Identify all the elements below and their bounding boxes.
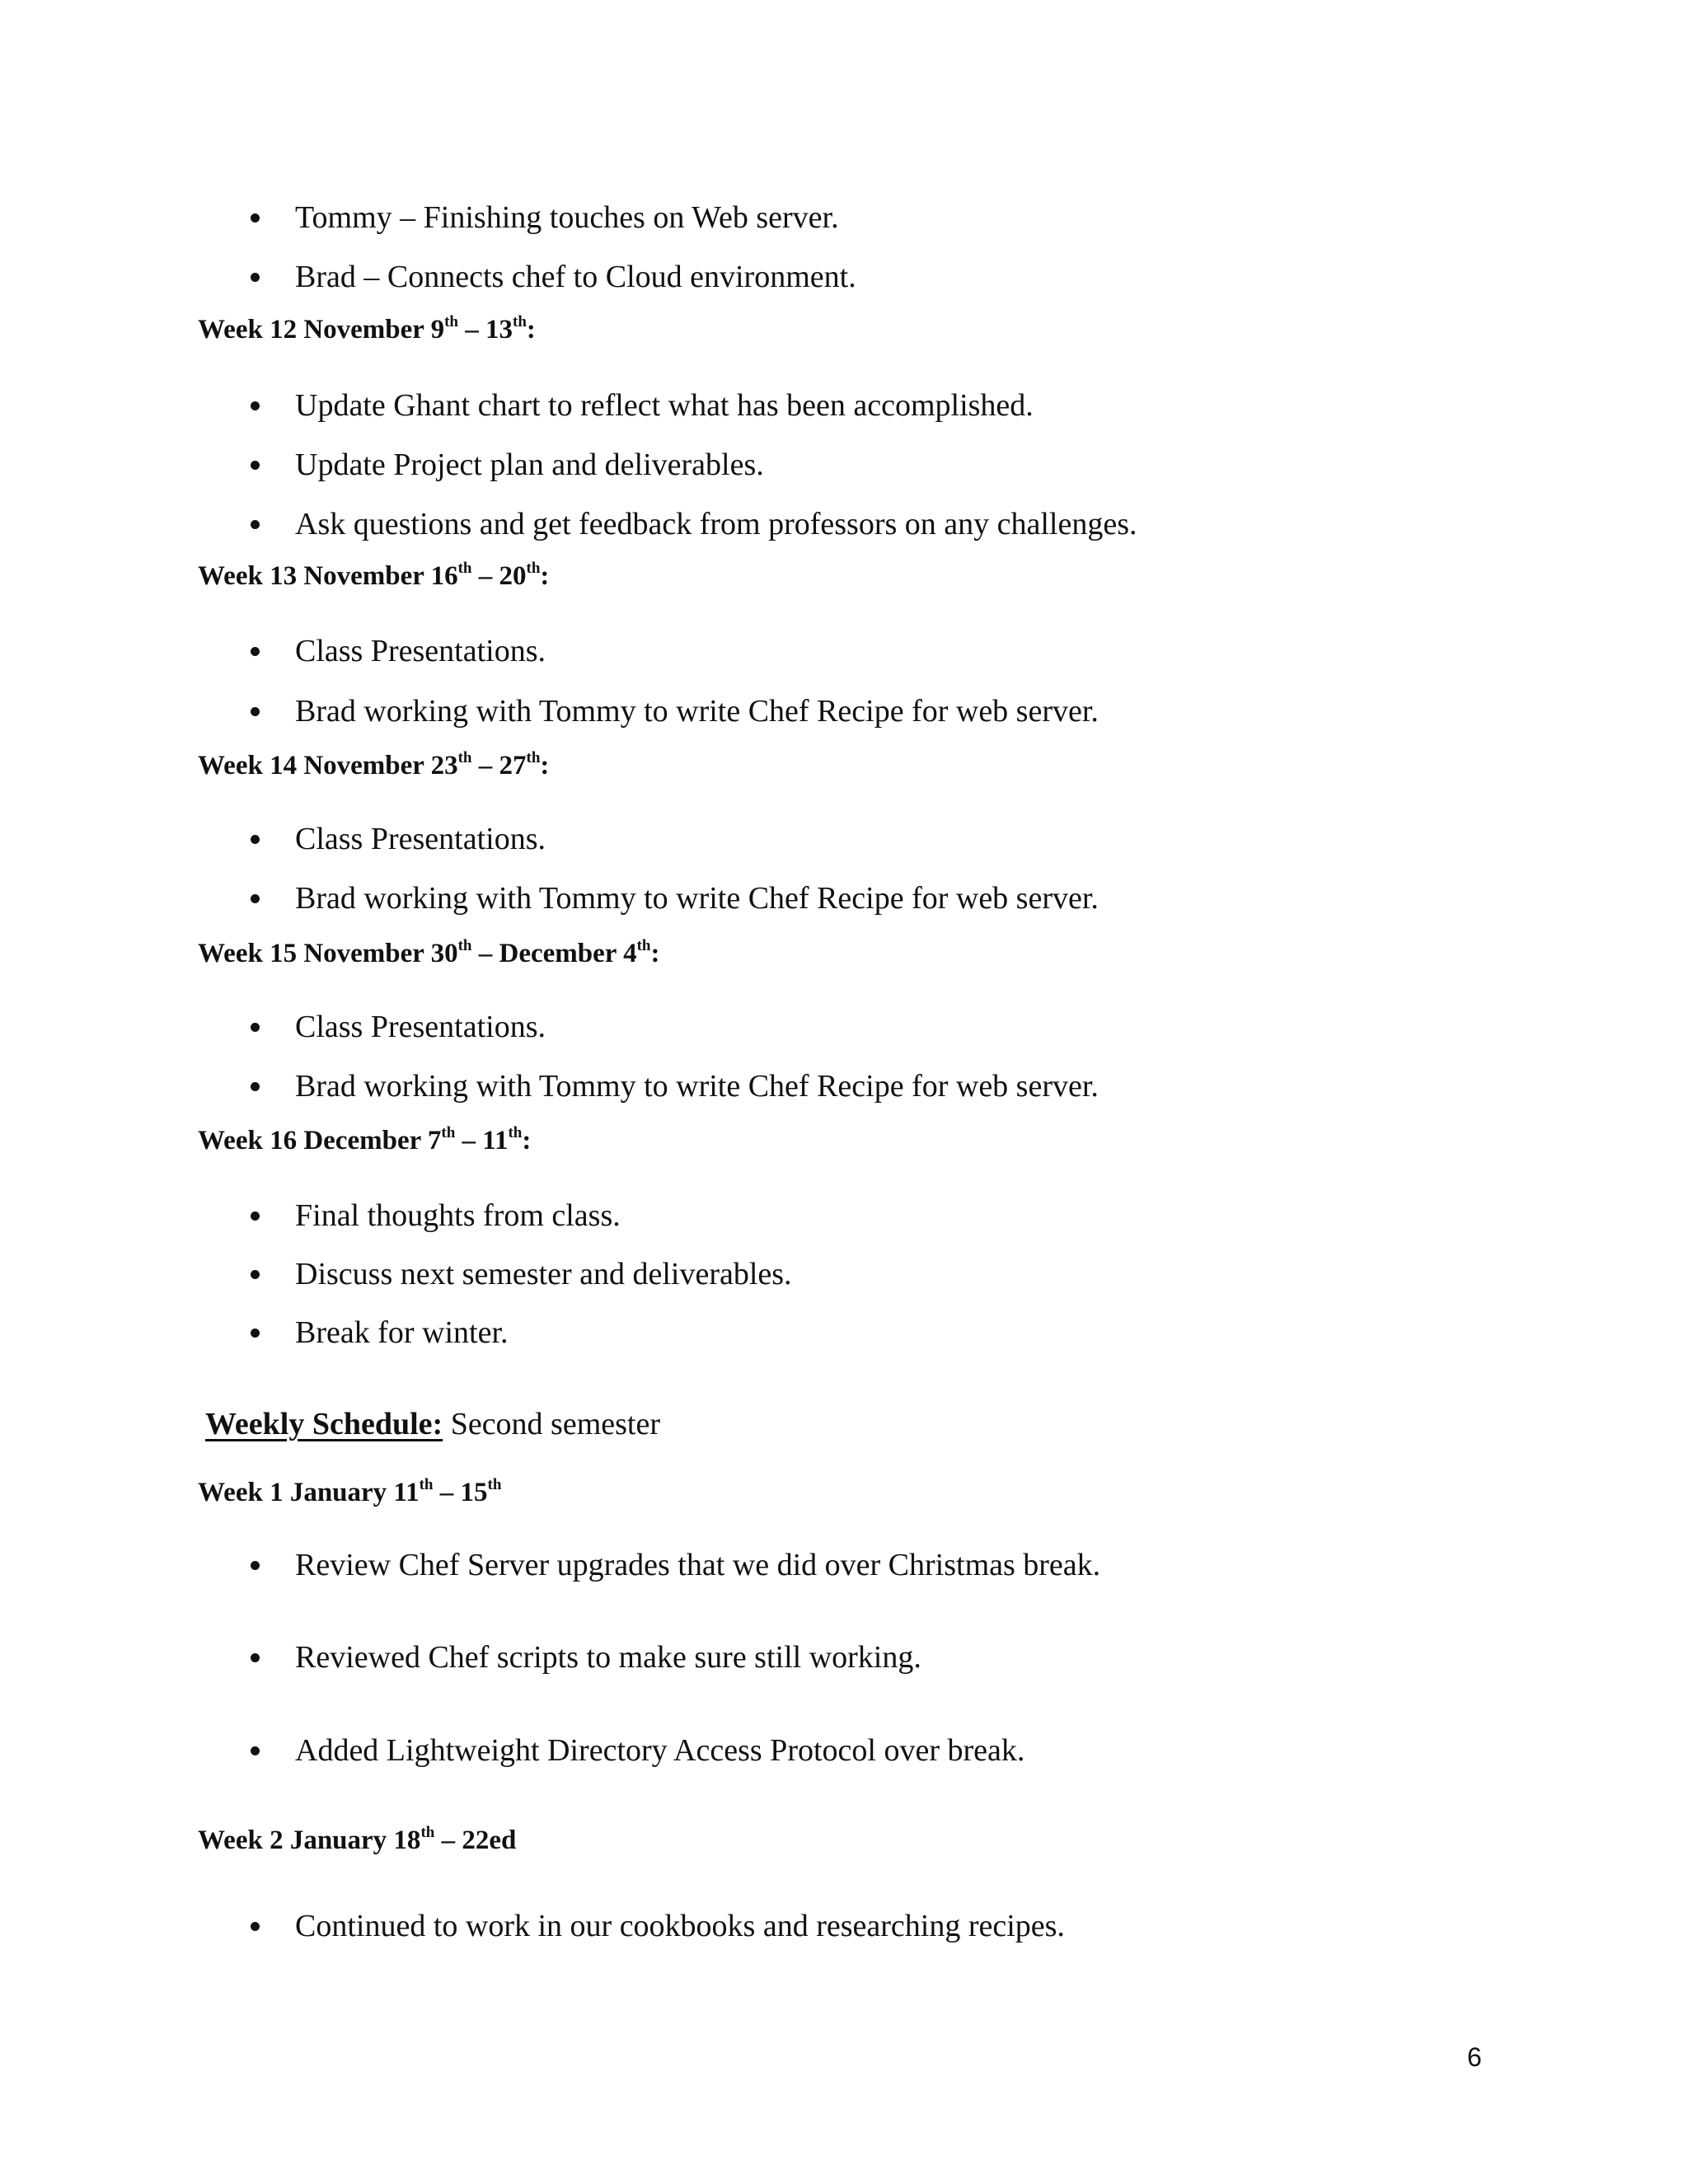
- list-item-text: Class Presentations.: [295, 822, 546, 856]
- bullet-icon: [251, 213, 260, 223]
- list-item-text: Reviewed Chef scripts to make sure still working.: [295, 1640, 921, 1675]
- list-item: [295, 1732, 1025, 1769]
- bullet-icon: [251, 461, 260, 470]
- list-item-text: Brad working with Tommy to write Chef Recipe for web server.: [295, 694, 1099, 729]
- list-item-text: Update Project plan and deliverables.: [295, 448, 764, 482]
- bullet-icon: [251, 1653, 260, 1662]
- list-item: [295, 1907, 1065, 1945]
- bullet-icon: [251, 1329, 260, 1338]
- page-number: 6: [1467, 2042, 1482, 2072]
- list-item-text: Tommy – Finishing touches on Web server.: [295, 200, 839, 235]
- list-item: [295, 1638, 921, 1676]
- bullet-icon: [251, 1023, 260, 1032]
- list-item-text: Review Chef Server upgrades that we did over Christmas break.: [295, 1548, 1101, 1582]
- bullet-icon: [251, 1270, 260, 1279]
- list-item: [295, 387, 1034, 424]
- schedule-heading: [205, 1405, 660, 1443]
- list-item: [295, 199, 839, 237]
- week-heading: Week 12 November 9th – 13th:: [198, 313, 536, 344]
- bullet-icon: [251, 647, 260, 656]
- bullet-icon: [251, 894, 260, 903]
- week-heading: Week 1 January 11th – 15th: [198, 1476, 502, 1507]
- bullet-icon: [251, 1561, 260, 1570]
- bullet-icon: [251, 835, 260, 844]
- bullet-icon: [251, 273, 260, 282]
- list-item-text: Break for winter.: [295, 1315, 509, 1350]
- bullet-icon: [251, 1922, 260, 1931]
- list-item: [295, 1067, 1099, 1105]
- week-heading: Week 16 December 7th – 11th:: [198, 1124, 532, 1155]
- bullet-icon: [251, 707, 260, 716]
- bullet-icon: [251, 1746, 260, 1755]
- list-item: [295, 1008, 546, 1046]
- list-item: [295, 258, 856, 296]
- bullet-icon: [251, 1082, 260, 1091]
- list-item: [295, 1197, 621, 1235]
- list-item-text: Brad working with Tommy to write Chef Recipe for web server.: [295, 881, 1099, 916]
- schedule-label: Weekly Schedule:: [205, 1407, 443, 1441]
- list-item-text: Discuss next semester and deliverables.: [295, 1257, 792, 1291]
- week-heading: Week 14 November 23th – 27th:: [198, 749, 550, 780]
- week-heading: Week 15 November 30th – December 4th:: [198, 937, 660, 968]
- week-heading: Week 13 November 16th – 20th:: [198, 560, 550, 591]
- list-item-text: Class Presentations.: [295, 1010, 546, 1044]
- week-heading: Week 2 January 18th – 22ed: [198, 1824, 517, 1855]
- list-item: [295, 1255, 792, 1293]
- list-item-text: Brad – Connects chef to Cloud environment.: [295, 260, 856, 294]
- bullet-icon: [251, 1212, 260, 1221]
- list-item: [295, 820, 546, 858]
- list-item: [295, 692, 1099, 730]
- bullet-icon: [251, 520, 260, 529]
- list-item-text: Class Presentations.: [295, 634, 546, 668]
- list-item: [295, 632, 546, 670]
- list-item: [295, 879, 1099, 917]
- list-item: [295, 1314, 509, 1352]
- list-item-text: Final thoughts from class.: [295, 1198, 621, 1233]
- list-item-text: Ask questions and get feedback from professors on any challenges.: [295, 507, 1137, 541]
- list-item: [295, 505, 1137, 543]
- list-item: [295, 1546, 1100, 1584]
- list-item: [295, 446, 764, 484]
- list-item-text: Brad working with Tommy to write Chef Recipe for web server.: [295, 1069, 1099, 1104]
- list-item-text: Update Ghant chart to reflect what has been accomplished.: [295, 388, 1034, 423]
- list-item-text: Continued to work in our cookbooks and researching recipes.: [295, 1909, 1065, 1943]
- list-item-text: Added Lightweight Directory Access Protocol over break.: [295, 1733, 1025, 1768]
- schedule-text: Second semester: [443, 1407, 660, 1441]
- bullet-icon: [251, 401, 260, 410]
